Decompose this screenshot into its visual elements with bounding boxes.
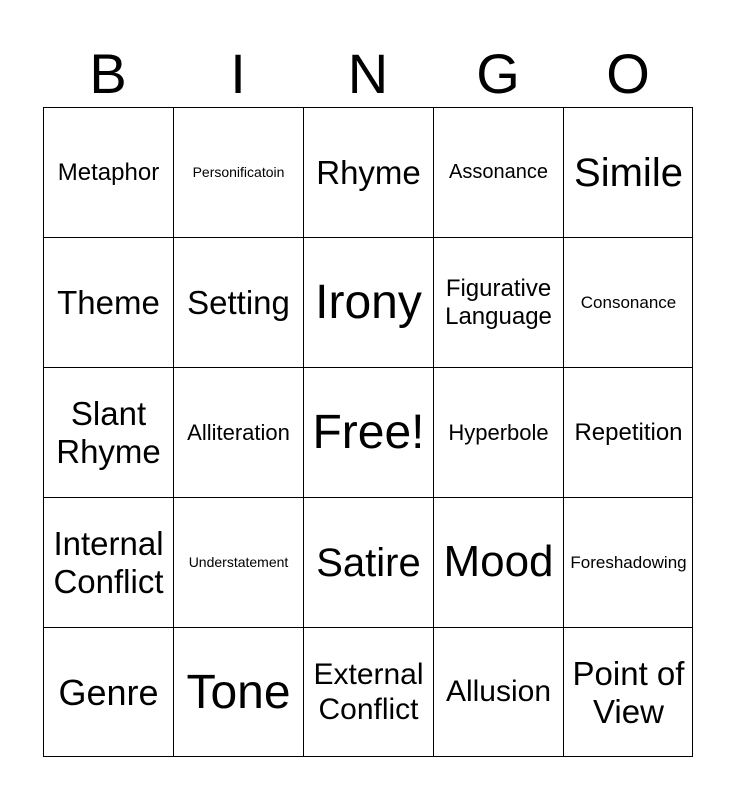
cell-label: Assonance xyxy=(449,161,548,183)
header-letter-b: B xyxy=(89,42,127,105)
cell-label: Tone xyxy=(186,665,291,719)
bingo-cell[interactable] xyxy=(43,497,173,627)
cell-label: Irony xyxy=(315,275,422,329)
cell-label: Understatement xyxy=(188,554,289,571)
bingo-cell[interactable] xyxy=(433,107,563,237)
bingo-cell[interactable] xyxy=(563,497,693,627)
cell-label: Rhyme xyxy=(316,153,421,191)
bingo-board xyxy=(43,107,693,757)
header-letter-o: O xyxy=(606,42,650,105)
bingo-cell[interactable] xyxy=(563,627,693,757)
bingo-header xyxy=(43,40,693,108)
bingo-cell[interactable] xyxy=(303,237,433,367)
bingo-cell[interactable] xyxy=(563,367,693,497)
cell-label: Alliteration xyxy=(187,419,290,445)
bingo-cell[interactable] xyxy=(43,107,173,237)
cell-label: Setting xyxy=(187,283,290,321)
cell-label: Point of View xyxy=(572,654,685,730)
bingo-cell[interactable] xyxy=(433,627,563,757)
bingo-cell[interactable] xyxy=(43,237,173,367)
cell-label: Simile xyxy=(574,150,683,195)
cell-label: Allusion xyxy=(445,675,552,709)
cell-label: Figurative Language xyxy=(445,274,552,330)
cell-label: Foreshadowing xyxy=(570,552,687,572)
bingo-cell[interactable] xyxy=(173,627,303,757)
cell-label: Genre xyxy=(58,671,159,713)
bingo-cell[interactable] xyxy=(563,237,693,367)
bingo-cell[interactable] xyxy=(173,367,303,497)
cell-label: Personificatoin xyxy=(192,164,285,181)
cell-label: Repetition xyxy=(574,418,683,446)
bingo-cell[interactable] xyxy=(433,367,563,497)
bingo-cell[interactable] xyxy=(563,107,693,237)
bingo-cell[interactable] xyxy=(173,497,303,627)
cell-label: Theme xyxy=(57,283,160,321)
bingo-cell[interactable] xyxy=(43,367,173,497)
cell-label: Slant Rhyme xyxy=(56,394,161,470)
bingo-cell[interactable] xyxy=(303,497,433,627)
bingo-cell[interactable] xyxy=(303,627,433,757)
cell-label: Internal Conflict xyxy=(53,524,164,600)
cell-label: Satire xyxy=(316,540,421,585)
bingo-cell[interactable] xyxy=(173,237,303,367)
header-letter-n: N xyxy=(347,42,389,105)
cell-label: Mood xyxy=(443,537,554,587)
header-letter-g: G xyxy=(476,42,520,105)
cell-label: Metaphor xyxy=(57,158,160,186)
free-space-cell xyxy=(303,367,433,497)
cell-label: Hyperbole xyxy=(448,419,549,445)
header-letter-i: I xyxy=(230,42,246,105)
bingo-cell[interactable] xyxy=(43,627,173,757)
free-space-label: Free! xyxy=(312,405,425,459)
bingo-cell[interactable] xyxy=(303,107,433,237)
bingo-cell[interactable] xyxy=(433,237,563,367)
bingo-cell[interactable] xyxy=(173,107,303,237)
bingo-cell[interactable] xyxy=(433,497,563,627)
cell-label: External Conflict xyxy=(313,658,424,726)
cell-label: Consonance xyxy=(580,292,677,312)
